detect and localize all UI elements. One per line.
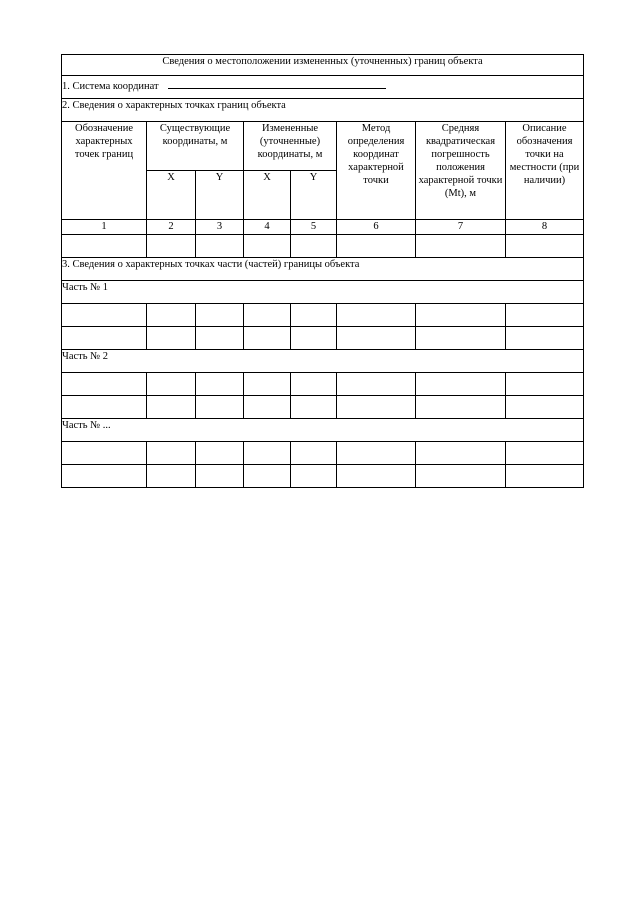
- table-cell[interactable]: [337, 327, 416, 350]
- column-number: 3: [196, 220, 244, 235]
- table-cell[interactable]: [337, 235, 416, 258]
- table-cell[interactable]: [291, 235, 337, 258]
- column-number: 7: [416, 220, 506, 235]
- table-cell[interactable]: [337, 465, 416, 488]
- coordinate-system-field[interactable]: [168, 76, 386, 89]
- table-cell[interactable]: [337, 442, 416, 465]
- table-row: [62, 235, 584, 258]
- column-number: 5: [291, 220, 337, 235]
- table-cell[interactable]: [416, 396, 506, 419]
- table-cell[interactable]: [62, 327, 147, 350]
- table-cell[interactable]: [147, 304, 196, 327]
- table-cell[interactable]: [291, 327, 337, 350]
- form-title: Сведения о местоположении измененных (уточненных) границ объекта: [62, 55, 584, 76]
- col-header-existing-coords: Существующие координаты, м: [147, 122, 244, 171]
- table-cell[interactable]: [291, 465, 337, 488]
- table-cell[interactable]: [416, 304, 506, 327]
- column-number: 2: [147, 220, 196, 235]
- table-cell[interactable]: [506, 304, 584, 327]
- column-number: 6: [337, 220, 416, 235]
- table-cell[interactable]: [147, 327, 196, 350]
- table-row: [62, 327, 584, 350]
- table-cell[interactable]: [196, 327, 244, 350]
- table-row: [62, 465, 584, 488]
- table-cell[interactable]: [506, 327, 584, 350]
- table-cell[interactable]: [244, 235, 291, 258]
- table-cell[interactable]: [147, 373, 196, 396]
- table-cell[interactable]: [62, 304, 147, 327]
- table-row: [62, 396, 584, 419]
- table-cell[interactable]: [244, 304, 291, 327]
- column-number: 4: [244, 220, 291, 235]
- table-cell[interactable]: [196, 442, 244, 465]
- section-parts-heading: 3. Сведения о характерных точках части (частей) границы объекта: [62, 258, 584, 281]
- table-cell[interactable]: [506, 396, 584, 419]
- col-header-changed-coords: Измененные (уточненные) координаты, м: [244, 122, 337, 171]
- column-number: 1: [62, 220, 147, 235]
- table-cell[interactable]: [147, 235, 196, 258]
- table-cell[interactable]: [416, 465, 506, 488]
- table-cell[interactable]: [416, 235, 506, 258]
- table-cell[interactable]: [196, 396, 244, 419]
- table-cell[interactable]: [291, 442, 337, 465]
- table-cell[interactable]: [244, 465, 291, 488]
- table-cell[interactable]: [244, 373, 291, 396]
- col-header-changed-x: X: [244, 171, 291, 220]
- col-header-existing-y: Y: [196, 171, 244, 220]
- table-cell[interactable]: [244, 442, 291, 465]
- table-cell[interactable]: [196, 465, 244, 488]
- table-cell[interactable]: [506, 465, 584, 488]
- table-cell[interactable]: [62, 442, 147, 465]
- table-cell[interactable]: [196, 373, 244, 396]
- part-label: Часть № 1: [62, 281, 584, 304]
- table-cell[interactable]: [147, 465, 196, 488]
- table-cell[interactable]: [244, 327, 291, 350]
- column-number: 8: [506, 220, 584, 235]
- table-cell[interactable]: [291, 396, 337, 419]
- table-cell[interactable]: [506, 235, 584, 258]
- table-cell[interactable]: [244, 396, 291, 419]
- col-header-point-designation: Обозначение характерных точек границ: [62, 122, 147, 220]
- table-cell[interactable]: [506, 373, 584, 396]
- col-header-changed-y: Y: [291, 171, 337, 220]
- table-cell[interactable]: [291, 304, 337, 327]
- table-cell[interactable]: [337, 373, 416, 396]
- boundary-form-table: [61, 54, 584, 488]
- table-cell[interactable]: [196, 235, 244, 258]
- section-points-heading: 2. Сведения о характерных точках границ объекта: [62, 99, 584, 122]
- table-row: [62, 442, 584, 465]
- table-cell[interactable]: [416, 442, 506, 465]
- col-header-description: Описание обозначения точки на местности (при наличии): [506, 122, 584, 220]
- col-header-error: Средняя квадратическая погрешность положения характерной точки (Mt), м: [416, 122, 506, 220]
- table-row: [62, 304, 584, 327]
- col-header-method: Метод определения координат характерной точки: [337, 122, 416, 220]
- table-cell[interactable]: [62, 396, 147, 419]
- table-row: [62, 373, 584, 396]
- table-cell[interactable]: [337, 396, 416, 419]
- section-coordinate-system: [62, 76, 584, 99]
- table-cell[interactable]: [506, 442, 584, 465]
- table-cell[interactable]: [62, 373, 147, 396]
- table-cell[interactable]: [416, 327, 506, 350]
- table-cell[interactable]: [62, 235, 147, 258]
- table-cell[interactable]: [62, 465, 147, 488]
- table-cell[interactable]: [147, 442, 196, 465]
- col-header-existing-x: X: [147, 171, 196, 220]
- table-cell[interactable]: [196, 304, 244, 327]
- table-cell[interactable]: [337, 304, 416, 327]
- coordinate-system-label: 1. Система координат: [62, 81, 159, 92]
- table-cell[interactable]: [416, 373, 506, 396]
- part-label: Часть № ...: [62, 419, 584, 442]
- table-cell[interactable]: [147, 396, 196, 419]
- table-cell[interactable]: [291, 373, 337, 396]
- part-label: Часть № 2: [62, 350, 584, 373]
